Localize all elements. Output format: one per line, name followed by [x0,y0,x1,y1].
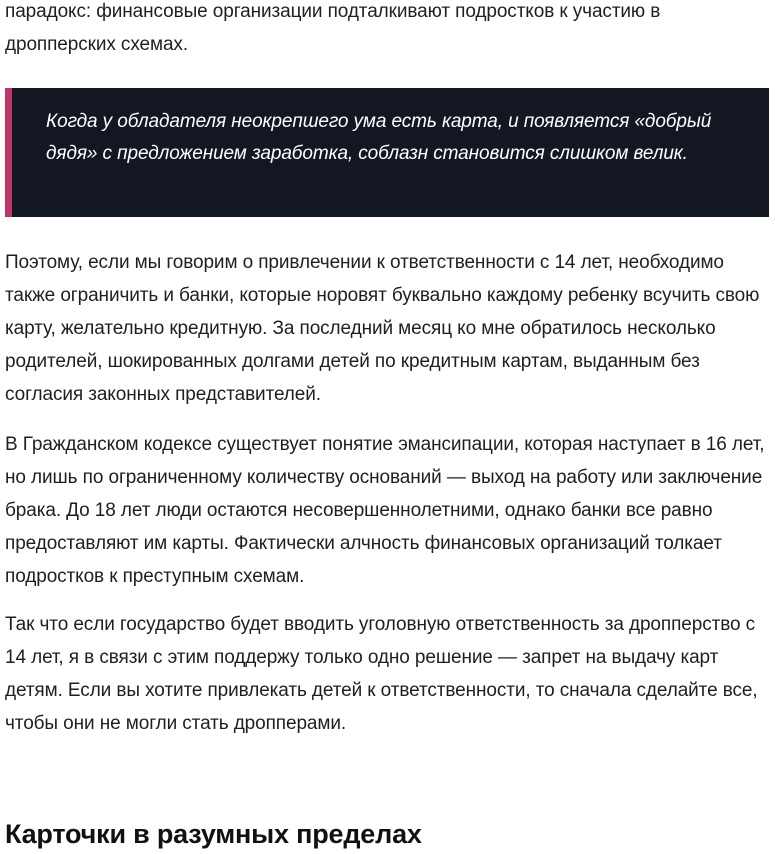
pull-quote-text: Когда у обладателя неокрепшего ума есть карта, и появляется «добрый дядя» с предложением заработка, соблазн становится слишком велик. [46,111,712,164]
lead-paragraph: парадокс: финансовые организации подталкивают подростков к участию в дропперских схемах. [5,1,661,55]
paragraph-conclusion: Так что если государство будет вводить уголовную ответственность за дропперство с 14 лет, я в связи с этим поддержу только одно решение — запрет на выдачу карт детям. Если вы хотите привлекать детей к ответственности, то сначала сделайте все, чтобы они не могли стать дропперами. [5,614,758,734]
section-heading: Карточки в разумных пределах [5,819,422,849]
paragraph-responsibility: Поэтому, если мы говорим о привлечении к ответственности с 14 лет, необходимо также ограничить и банки, которые норовят буквально каждому ребенку всучить свою карту, желательно кредитную. За последний месяц ко мне обратилось несколько родителей, шокированных долгами детей по кредитным картам, выданным без согласия законных представителей. [5,252,760,405]
pull-quote [5,88,769,217]
paragraph-emancipation: В Гражданском кодексе существует понятие эмансипации, которая наступает в 16 лет, но лишь по ограниченному количеству оснований — выход на работу или заключение брака. До 18 лет люди остаются несовершеннолетними, однако банки все равно предоставляют им карты. Фактически алчность финансовых организаций толкает подростков к преступным схемам. [5,434,765,587]
